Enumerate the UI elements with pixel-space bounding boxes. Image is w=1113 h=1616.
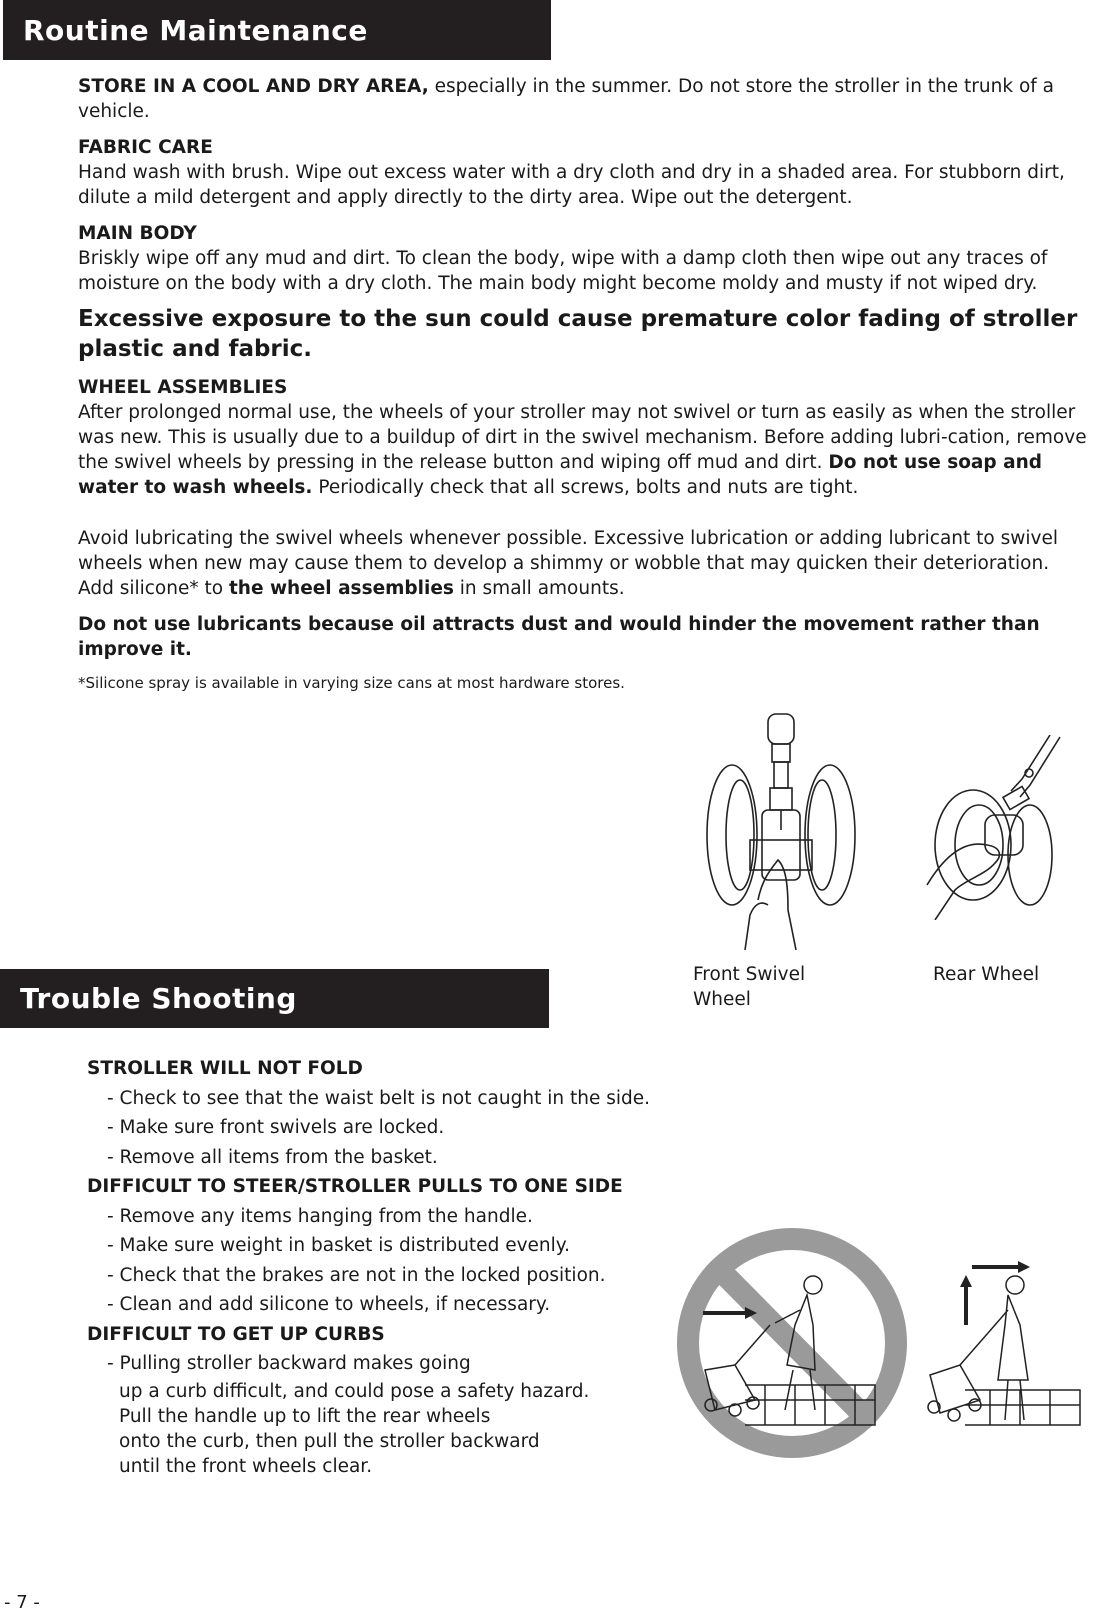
footnote: *Silicone spray is available in varying size cans at most hardware stores. bbox=[78, 674, 625, 692]
steer-heading: DIFFICULT TO STEER/STROLLER PULLS TO ONE SIDE bbox=[87, 1176, 623, 1197]
wheel-text-2: Periodically check that all screws, bolts and nuts are tight. bbox=[312, 477, 859, 498]
list-item: - Pulling stroller backward makes going bbox=[107, 1353, 471, 1374]
lube-text-1: Avoid lubricating the swivel wheels whenever possible. Excessive lubrication or adding lubricant to swivel wheels when new may cause them to develop a shimmy or wobble that may quicken their deterioration. Add silicone* to bbox=[78, 528, 1058, 599]
page-number: - 7 - bbox=[4, 1592, 40, 1613]
section-title: Routine Maintenance bbox=[23, 13, 368, 47]
routine-maintenance-banner bbox=[3, 0, 551, 60]
list-item-cont: up a curb difficult, and could pose a safety hazard. bbox=[119, 1380, 590, 1402]
correct-pull-illustration bbox=[920, 1255, 1085, 1440]
list-item-cont: onto the curb, then pull the stroller backward bbox=[119, 1430, 540, 1452]
list-item: - Check to see that the waist belt is not caught in the side. bbox=[107, 1087, 650, 1109]
store-text: especially in the summer. Do not store the stroller in the trunk of a vehicle. bbox=[78, 76, 1054, 122]
fabric-text: Hand wash with brush. Wipe out excess water with a dry cloth and dry in a shaded area. For stubborn dirt, dilute a mild detergent and apply directly to the dirty area. Wipe out the detergent. bbox=[78, 162, 1065, 208]
list-item: - Remove any items hanging from the handle. bbox=[107, 1205, 533, 1227]
lube-warning: Do not use lubricants because oil attracts dust and would hinder the movement rather than improve it. bbox=[78, 614, 1040, 660]
wheel-bold: Do not use soap and water to wash wheels. bbox=[78, 452, 1043, 498]
list-item-cont: Pull the handle up to lift the rear wheels bbox=[119, 1405, 491, 1427]
list-item: - Clean and add silicone to wheels, if necessary. bbox=[107, 1294, 551, 1315]
prohibited-push-illustration bbox=[675, 1225, 910, 1465]
front-swivel-wheel-illustration bbox=[700, 710, 870, 950]
list-item: - Remove all items from the basket. bbox=[107, 1146, 438, 1168]
list-item: - Check that the brakes are not in the locked position. bbox=[107, 1264, 606, 1286]
caption-front-line-1: Front Swivel bbox=[693, 964, 806, 985]
trouble-content bbox=[87, 1054, 727, 1479]
curbs-heading: DIFFICULT TO GET UP CURBS bbox=[87, 1323, 385, 1345]
list-item: - Make sure front swivels are locked. bbox=[107, 1117, 445, 1138]
wheel-heading: WHEEL ASSEMBLIES bbox=[78, 377, 288, 398]
rear-wheel-illustration bbox=[925, 735, 1075, 920]
fabric-heading: FABRIC CARE bbox=[78, 137, 213, 158]
body-text: Briskly wipe off any mud and dirt. To clean the body, wipe with a damp cloth then wipe out any traces of moisture on the body with a dry cloth. The main body might become moldy and musty if not wiped dry. bbox=[78, 248, 1048, 294]
sun-warning: Excessive exposure to the sun could cause premature color fading of stroller plastic and fabric. bbox=[78, 306, 1078, 362]
list-item: - Make sure weight in basket is distributed evenly. bbox=[107, 1235, 570, 1256]
lube-text-2: in small amounts. bbox=[453, 578, 625, 599]
store-bold: STORE IN A COOL AND DRY AREA, bbox=[78, 76, 429, 97]
wheel-paragraph bbox=[78, 400, 1108, 500]
lube-bold: the wheel assemblies bbox=[228, 578, 454, 599]
trouble-shooting-banner bbox=[0, 969, 549, 1028]
body-heading: MAIN BODY bbox=[78, 223, 197, 244]
lube-paragraph bbox=[78, 526, 1088, 601]
routine-content bbox=[78, 74, 1113, 693]
caption-rear-wheel: Rear Wheel bbox=[933, 964, 1040, 985]
list-item-cont: until the front wheels clear. bbox=[119, 1455, 373, 1477]
caption-front-line-2: Wheel bbox=[693, 989, 751, 1010]
caption-front-swivel bbox=[693, 962, 805, 1012]
store-paragraph bbox=[78, 74, 1108, 124]
wheel-text-1: After prolonged normal use, the wheels of your stroller may not swivel or turn as easily as when the stroller was new. This is usually due to a buildup of dirt in the swivel mechanism. Before adding lubri-cation, remove the swivel wheels by pressing in the release button and wiping off mud and dirt. bbox=[78, 402, 1087, 473]
section-title: Trouble Shooting bbox=[20, 982, 297, 1015]
fold-heading: STROLLER WILL NOT FOLD bbox=[87, 1058, 363, 1079]
